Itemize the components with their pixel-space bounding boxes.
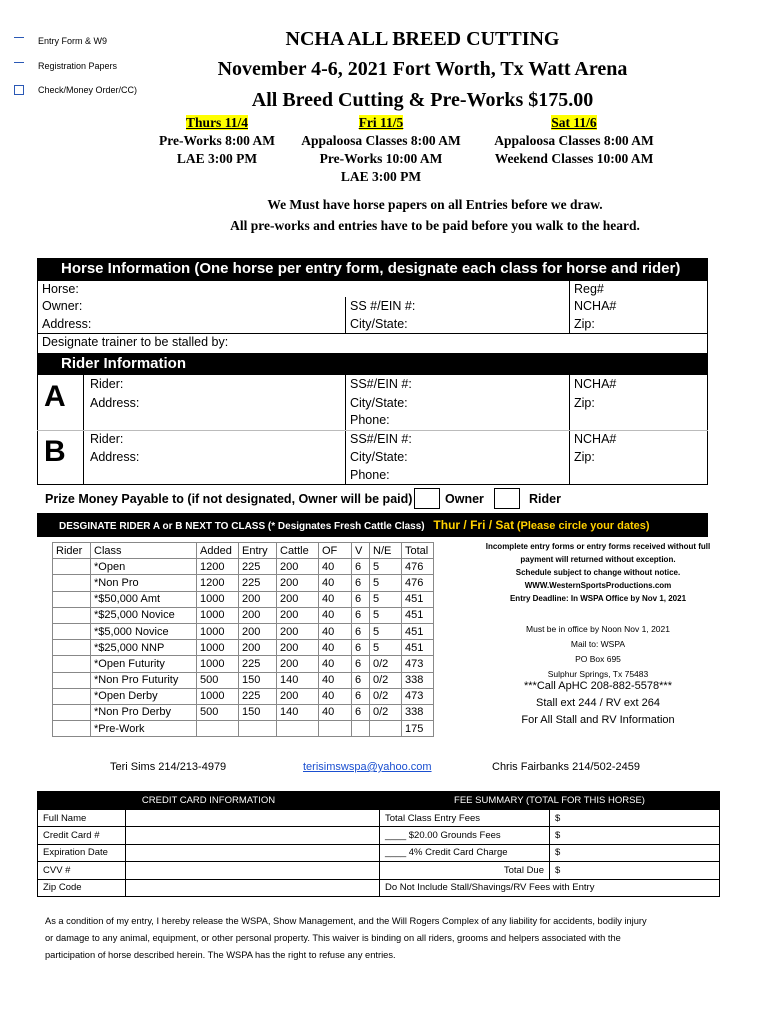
- rider-a-ncha-label[interactable]: NCHA#: [574, 377, 617, 391]
- fee-label-grounds: ____ $20.00 Grounds Fees: [380, 827, 550, 844]
- rider-a-letter: A: [44, 380, 66, 413]
- rider-b-ss-label[interactable]: SS#/EIN #:: [350, 432, 412, 446]
- cell-rider[interactable]: [53, 607, 91, 623]
- ss-ein-label[interactable]: SS #/EIN #:: [350, 299, 416, 313]
- cell-of: 40: [319, 672, 352, 688]
- checkbox-line[interactable]: [14, 37, 24, 38]
- cell-cattle: 140: [277, 672, 319, 688]
- cell-class: *Open Derby: [91, 688, 197, 704]
- rider-checkbox[interactable]: [494, 488, 520, 509]
- payment-table: [37, 791, 720, 897]
- cell-rider[interactable]: [53, 721, 91, 737]
- cell-class: *Non Pro Futurity: [91, 672, 197, 688]
- owner-option-label: Owner: [445, 492, 484, 506]
- cell-cattle: 200: [277, 607, 319, 623]
- cell-total: 451: [402, 623, 434, 639]
- horse-label[interactable]: Horse:: [42, 282, 79, 296]
- incomplete-line1: Incomplete entry forms or entry forms received without full: [485, 542, 711, 551]
- cell-rider[interactable]: [53, 704, 91, 720]
- col-class: Class: [91, 543, 197, 559]
- waiver-line2: or damage to any animal, equipment, or other personal property. This waiver is binding on all riders, grooms and helpers associated with the: [45, 933, 621, 943]
- po-box: PO Box 695: [575, 654, 621, 664]
- schedule-change-note: Schedule subject to change without notice.: [515, 568, 681, 577]
- cell-of: 40: [319, 591, 352, 607]
- cell-entry: 200: [239, 591, 277, 607]
- rider-a-ss-label[interactable]: SS#/EIN #:: [350, 377, 412, 391]
- cell-cattle: 200: [277, 559, 319, 575]
- cell-total: 451: [402, 591, 434, 607]
- cell-class: *$25,000 NNP: [91, 640, 197, 656]
- cell-class: *Non Pro Derby: [91, 704, 197, 720]
- rider-a-phone-label[interactable]: Phone:: [350, 413, 390, 427]
- rider-a-zip-label[interactable]: Zip:: [574, 396, 595, 410]
- rider-b-zip-label[interactable]: Zip:: [574, 450, 595, 464]
- cell-v: 6: [352, 559, 370, 575]
- rider-b-address-label[interactable]: Address:: [90, 450, 140, 464]
- schedule-fri: [292, 115, 470, 185]
- cell-ne: 5: [370, 607, 402, 623]
- fri-line2: Pre-Works 10:00 AM: [319, 151, 443, 166]
- day-label-thurs: Thurs 11/4: [186, 115, 248, 130]
- class-row: [53, 672, 434, 688]
- cell-total: 338: [402, 672, 434, 688]
- cell-entry: 225: [239, 575, 277, 591]
- cell-total: 451: [402, 640, 434, 656]
- fee-value-grounds[interactable]: $: [550, 827, 720, 844]
- cell-rider[interactable]: [53, 656, 91, 672]
- cell-entry: [239, 721, 277, 737]
- reg-label[interactable]: Reg#: [574, 282, 604, 296]
- cell-class: *Open: [91, 559, 197, 575]
- class-row: [53, 688, 434, 704]
- cell-of: [319, 721, 352, 737]
- cell-cattle: 200: [277, 640, 319, 656]
- cell-v: 6: [352, 672, 370, 688]
- cell-rider[interactable]: [53, 559, 91, 575]
- checklist-item-entry-form[interactable]: [14, 36, 107, 46]
- cell-ne: 0/2: [370, 656, 402, 672]
- cell-rider[interactable]: [53, 688, 91, 704]
- fri-line3: LAE 3:00 PM: [340, 169, 422, 184]
- class-row: [53, 623, 434, 639]
- cell-of: 40: [319, 607, 352, 623]
- cell-added: 500: [197, 672, 239, 688]
- cell-v: 6: [352, 704, 370, 720]
- cell-added: 1000: [197, 640, 239, 656]
- class-row: [53, 656, 434, 672]
- website-link[interactable]: WWW.WesternSportsProductions.com: [524, 581, 672, 590]
- designate-circle-note: (Please circle your dates): [516, 520, 650, 532]
- cc-expiration-input[interactable]: [126, 844, 380, 861]
- cell-of: 40: [319, 688, 352, 704]
- waiver-line1: As a condition of my entry, I hereby release the WSPA, Show Management, and the Will Rogers Complex of any liability for accidents, bodily injury: [45, 916, 647, 926]
- class-row: [53, 721, 434, 737]
- horse-info-header: Horse Information (One horse per entry form, designate each class for horse and rider): [37, 258, 708, 280]
- sat-line1: Appaloosa Classes 8:00 AM: [494, 133, 654, 148]
- waiver-line3: participation of horse described herein. The WSPA has the right to refuse any entries.: [45, 950, 396, 960]
- cell-v: 6: [352, 640, 370, 656]
- cell-entry: 225: [239, 656, 277, 672]
- cell-rider[interactable]: [53, 672, 91, 688]
- checklist-item-registration[interactable]: [14, 61, 117, 71]
- cell-class: *$5,000 Novice: [91, 623, 197, 639]
- cell-class: *Non Pro: [91, 575, 197, 591]
- cell-entry: 150: [239, 704, 277, 720]
- cell-cattle: 200: [277, 656, 319, 672]
- owner-checkbox[interactable]: [414, 488, 440, 509]
- rider-b-city-label[interactable]: City/State:: [350, 450, 408, 464]
- cell-added: 1000: [197, 688, 239, 704]
- schedule-sat: [484, 115, 664, 167]
- rider-a-name-label[interactable]: Rider:: [90, 377, 124, 391]
- cell-added: 1200: [197, 559, 239, 575]
- ncha-label[interactable]: NCHA#: [574, 299, 617, 313]
- credit-card-header: CREDIT CARD INFORMATION: [38, 792, 380, 810]
- cell-v: 6: [352, 656, 370, 672]
- cell-ne: 0/2: [370, 672, 402, 688]
- must-be-in-office: Must be in office by Noon Nov 1, 2021: [526, 624, 670, 634]
- cell-total: 473: [402, 688, 434, 704]
- aphc-info: [467, 678, 729, 729]
- cell-added: [197, 721, 239, 737]
- zip-label[interactable]: Zip:: [574, 317, 595, 331]
- checkbox[interactable]: [14, 85, 24, 95]
- page-title: NCHA ALL BREED CUTTING: [285, 28, 560, 50]
- cell-cattle: 200: [277, 575, 319, 591]
- sat-line2: Weekend Classes 10:00 AM: [494, 151, 654, 166]
- cell-v: 6: [352, 688, 370, 704]
- cell-added: 500: [197, 704, 239, 720]
- event-price: All Breed Cutting & Pre-Works $175.00: [251, 89, 594, 111]
- cc-cvv-input[interactable]: [126, 862, 380, 879]
- class-table-header: [53, 543, 434, 559]
- cell-entry: 200: [239, 640, 277, 656]
- stall-rv-info: For All Stall and RV Information: [521, 714, 675, 726]
- fee-value-cc-charge[interactable]: $: [550, 844, 720, 861]
- cell-ne: 5: [370, 640, 402, 656]
- cell-v: 6: [352, 607, 370, 623]
- class-row: [53, 591, 434, 607]
- contact-email-link[interactable]: terisimswspa@yahoo.com: [303, 761, 432, 773]
- rider-b-name-label[interactable]: Rider:: [90, 432, 124, 446]
- class-row: [53, 704, 434, 720]
- cell-added: 1000: [197, 656, 239, 672]
- cell-ne: 0/2: [370, 688, 402, 704]
- call-aphc: ***Call ApHC 208-882-5578***: [524, 680, 672, 692]
- cell-added: 1000: [197, 591, 239, 607]
- cell-total: 338: [402, 704, 434, 720]
- cell-added: 1000: [197, 607, 239, 623]
- fee-label-total-due: Total Due: [380, 862, 550, 879]
- trainer-label[interactable]: Designate trainer to be stalled by:: [42, 335, 229, 349]
- fee-label-class-entry: Total Class Entry Fees: [380, 810, 550, 827]
- cell-v: 6: [352, 591, 370, 607]
- cell-ne: 5: [370, 591, 402, 607]
- cell-cattle: 200: [277, 623, 319, 639]
- cell-class: *Pre-Work: [91, 721, 197, 737]
- col-cattle: Cattle: [277, 543, 319, 559]
- prize-money-label: Prize Money Payable to (if not designated, Owner will be paid): [45, 492, 413, 506]
- cell-ne: 0/2: [370, 704, 402, 720]
- event-dates: November 4-6, 2021 Fort Worth, Tx Watt Arena: [217, 58, 628, 80]
- cell-v: 6: [352, 623, 370, 639]
- cell-of: 40: [319, 575, 352, 591]
- class-row: [53, 640, 434, 656]
- checklist-label: Registration Papers: [38, 61, 118, 71]
- cell-ne: [370, 721, 402, 737]
- cell-ne: 5: [370, 575, 402, 591]
- cell-of: 40: [319, 559, 352, 575]
- note-papers: We Must have horse papers on all Entries before we draw.: [267, 197, 603, 212]
- cell-ne: 5: [370, 559, 402, 575]
- cell-added: 1000: [197, 623, 239, 639]
- cell-ne: 5: [370, 623, 402, 639]
- cell-class: *$50,000 Amt: [91, 591, 197, 607]
- contact-chris: Chris Fairbanks 214/502-2459: [492, 761, 640, 773]
- class-row: [53, 575, 434, 591]
- col-entry: Entry: [239, 543, 277, 559]
- rider-b-phone-label[interactable]: Phone:: [350, 468, 390, 482]
- col-of: OF: [319, 543, 352, 559]
- thurs-line1: Pre-Works 8:00 AM: [159, 133, 275, 148]
- fee-summary-header: FEE SUMMARY (TOTAL FOR THIS HORSE): [380, 792, 720, 810]
- city-state-label[interactable]: City/State:: [350, 317, 408, 331]
- cell-class: *$25,000 Novice: [91, 607, 197, 623]
- thurs-line2: LAE 3:00 PM: [176, 151, 258, 166]
- cell-total: 175: [402, 721, 434, 737]
- cell-total: 476: [402, 575, 434, 591]
- day-label-sat: Sat 11/6: [551, 115, 597, 130]
- fee-note: Do Not Include Stall/Shavings/RV Fees with Entry: [380, 879, 720, 896]
- cc-label-cvv: CVV #: [38, 862, 126, 879]
- mail-to: Mail to: WSPA: [570, 639, 626, 649]
- cc-label-card-number: Credit Card #: [38, 827, 126, 844]
- address-label[interactable]: Address:: [42, 317, 92, 331]
- cell-entry: 150: [239, 672, 277, 688]
- cell-of: 40: [319, 623, 352, 639]
- col-ne: N/E: [370, 543, 402, 559]
- designate-bar: [37, 513, 708, 537]
- cell-entry: 225: [239, 688, 277, 704]
- checkbox-line[interactable]: [14, 62, 24, 63]
- cc-label-zip: Zip Code: [38, 879, 126, 896]
- cell-of: 40: [319, 656, 352, 672]
- note-payment: All pre-works and entries have to be paid before you walk to the heard.: [230, 218, 640, 233]
- cell-v: [352, 721, 370, 737]
- col-rider: Rider: [53, 543, 91, 559]
- cell-cattle: 140: [277, 704, 319, 720]
- cc-label-expiration: Expiration Date: [38, 844, 126, 861]
- owner-label[interactable]: Owner:: [42, 299, 83, 313]
- class-row: [53, 607, 434, 623]
- mail-city: Sulphur Springs, Tx 75483: [547, 669, 649, 679]
- incomplete-line2: payment will returned without exception.: [520, 555, 676, 564]
- cell-rider[interactable]: [53, 640, 91, 656]
- rider-a-city-label[interactable]: City/State:: [350, 396, 408, 410]
- entry-deadline: Entry Deadline: In WSPA Office by Nov 1, 2021: [509, 594, 687, 603]
- cell-entry: 225: [239, 559, 277, 575]
- cell-of: 40: [319, 640, 352, 656]
- checklist-item-payment[interactable]: [14, 85, 137, 95]
- contact-teri: Teri Sims 214/213-4979: [110, 761, 227, 773]
- col-total: Total: [402, 543, 434, 559]
- designate-days: Thur / Fri / Sat: [433, 518, 515, 532]
- col-v: V: [352, 543, 370, 559]
- cc-zip-input[interactable]: [126, 879, 380, 896]
- mail-info: [467, 622, 729, 682]
- cell-total: 473: [402, 656, 434, 672]
- cell-class: *Open Futurity: [91, 656, 197, 672]
- rider-b-letter: B: [44, 435, 66, 468]
- cell-entry: 200: [239, 623, 277, 639]
- rider-a-address-label[interactable]: Address:: [90, 396, 140, 410]
- cell-entry: 200: [239, 607, 277, 623]
- cc-card-number-input[interactable]: [126, 827, 380, 844]
- schedule-thurs: [152, 115, 282, 167]
- fee-label-cc-charge: ____ 4% Credit Card Charge: [380, 844, 550, 861]
- cell-total: 476: [402, 559, 434, 575]
- rider-b-ncha-label[interactable]: NCHA#: [574, 432, 617, 446]
- designate-text: DESGINATE RIDER A or B NEXT TO CLASS (* Designates Fresh Cattle Class): [59, 521, 425, 532]
- class-table: [52, 542, 434, 737]
- stall-rv-ext: Stall ext 244 / RV ext 264: [536, 697, 660, 709]
- cell-rider[interactable]: [53, 575, 91, 591]
- cc-label-full-name: Full Name: [38, 810, 126, 827]
- rider-info-header: Rider Information: [37, 353, 708, 375]
- day-label-fri: Fri 11/5: [358, 115, 404, 130]
- col-added: Added: [197, 543, 239, 559]
- cc-full-name-input[interactable]: [126, 810, 380, 827]
- class-row: [53, 559, 434, 575]
- rider-option-label: Rider: [529, 492, 561, 506]
- cell-of: 40: [319, 704, 352, 720]
- cell-rider[interactable]: [53, 591, 91, 607]
- cell-rider[interactable]: [53, 623, 91, 639]
- checklist-label: Entry Form & W9: [38, 36, 108, 46]
- cell-added: 1200: [197, 575, 239, 591]
- fee-value-class-entry[interactable]: $: [550, 810, 720, 827]
- cell-v: 6: [352, 575, 370, 591]
- cell-cattle: [277, 721, 319, 737]
- fri-line1: Appaloosa Classes 8:00 AM: [301, 133, 461, 148]
- entry-rules: [467, 540, 729, 605]
- fee-value-total-due[interactable]: $: [550, 862, 720, 879]
- cell-cattle: 200: [277, 591, 319, 607]
- cell-total: 451: [402, 607, 434, 623]
- cell-cattle: 200: [277, 688, 319, 704]
- checklist-label: Check/Money Order/CC): [38, 85, 138, 95]
- waiver-text: [45, 913, 735, 964]
